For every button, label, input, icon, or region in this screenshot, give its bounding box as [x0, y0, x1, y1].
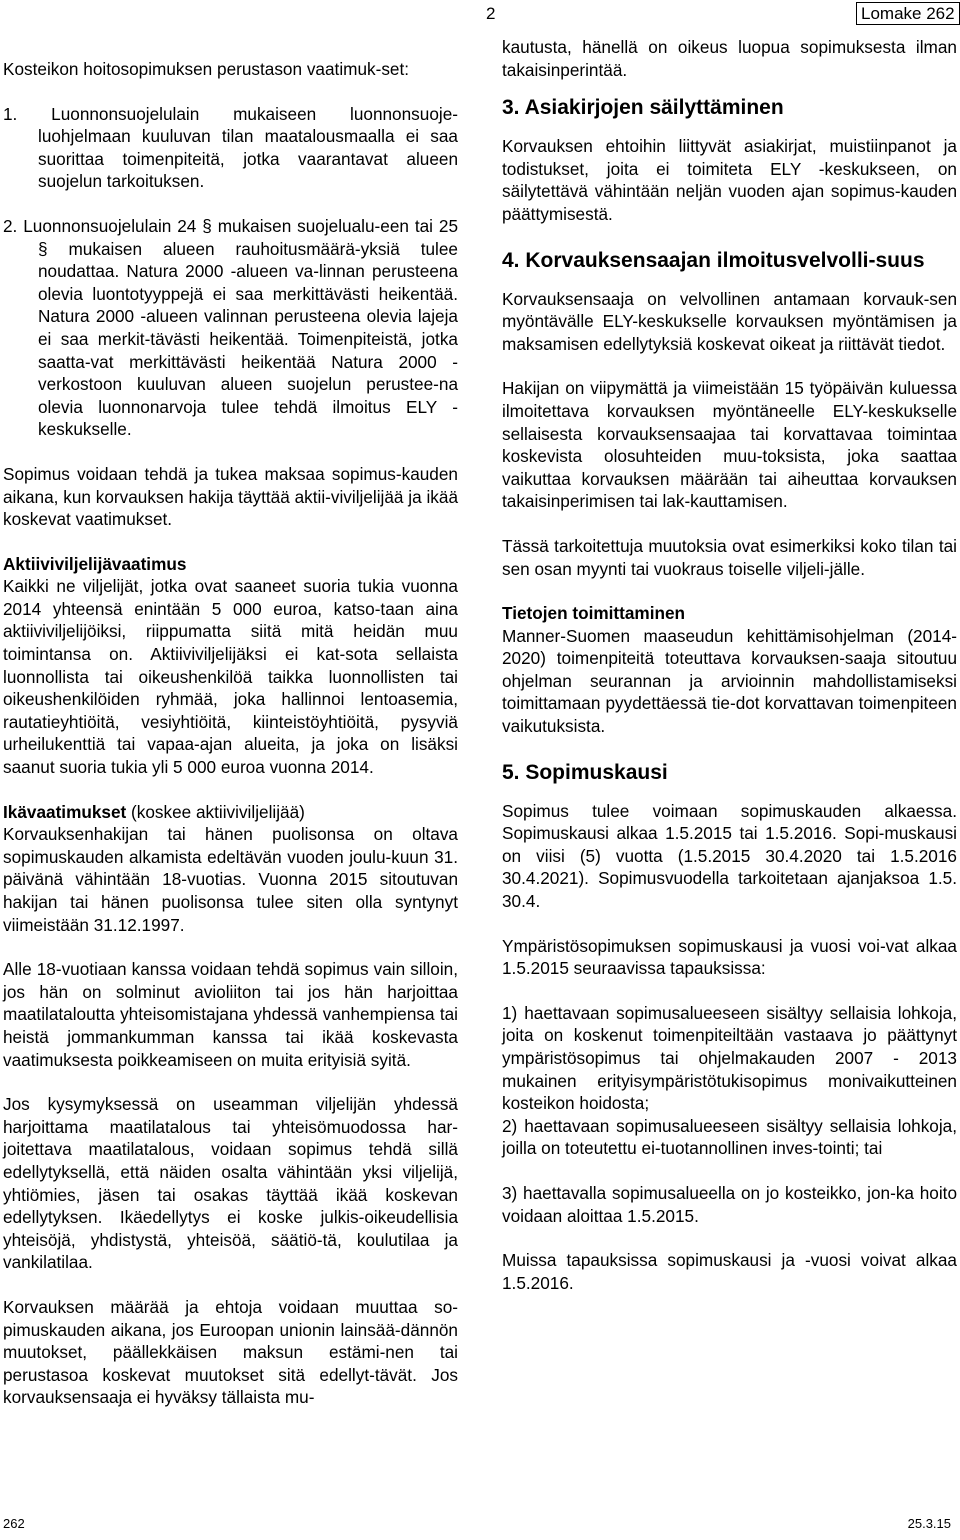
requirements-intro: Kosteikon hoitosopimuksen perustason vaatimuk-set:	[3, 59, 410, 79]
age-heading-line	[3, 801, 458, 824]
right-column	[502, 36, 957, 1294]
section-3-heading: 3. Asiakirjojen säilyttäminen	[502, 96, 784, 120]
section-4-text-1: Korvauksensaaja on velvollinen antamaan korvauk-sen myöntävälle ELY-keskukselle korvauksen myöntämisen ja maksamisen edellytyksiä koskevat oikeat ja riittävät tiedot.	[502, 288, 957, 354]
other-cases: Muissa tapauksissa sopimuskausi ja -vuosi voivat alkaa 1.5.2016.	[502, 1250, 957, 1293]
age-heading: Ikävaatimukset	[3, 801, 127, 822]
age-text: Korvauksenhakijan tai hänen puolisonsa on oltava sopimuskauden alkamista edeltävän vuoden joulu-kuun 31. päivänä vähintään 18-vuotias. Vuonna 2015 sitoutuvan hakijan tai hänen puolisonsa tulee siten olla syntynyt viimeistään 31.12.1997.	[3, 824, 458, 935]
multiple-owners-paragraph: Jos kysymyksessä on useamman viljelijän yhdessä harjoittama maatilatalous tai yhteisömuodossa har-joitettava maatilatalous, voidaan sopimus tehdä sillä edellytyksellä, että näiden osalta vähintään yksi viljelijä, yhtiömies, jäsen tai osakas täyttää ikää koskevan edellytyksen. Ikäedellytys ei koske julkis-oikeudellisia yhteisöjä, yhdistystä, yhteisöä, säätiö-tä, koulutilaa ja vankilatilaa.	[3, 1094, 458, 1273]
case-2: 2) haettavaan sopimusalueeseen sisältyy sellaisia lohkoja, joilla on toteutettu ei-tuotannollinen inves-tointi; tai	[502, 1115, 957, 1159]
under18-paragraph: Alle 18-vuotiaan kanssa voidaan tehdä sopimus vain silloin, jos hän on solminut avioliiton tai jos hän harjoittaa maatilataloutta yhteisomistajana yhdessä vanhempiensa tai heistä jommankumman kanssa tai ikää koskevasta vaatimuksesta poikkeamiseen on muita erityisiä syitä.	[3, 959, 458, 1070]
section-5-text-1: Sopimus tulee voimaan sopimuskauden alkaessa. Sopimuskausi alkaa 1.5.2015 tai 1.5.2016. Sopi-muskausi on viisi (5) vuotta (1.5.2015 30.4.2020 tai 1.5.2016 30.4.2021). Sopimusvuodella tarkoitetaan ajanjaksoa 1.5. 30.4.	[502, 800, 957, 912]
section-3-text: Korvauksen ehtoihin liittyvät asiakirjat, muistiinpanot ja todistukset, joita ei toimiteta ELY -keskukseen, on säilytettävä vähintään neljän vuoden ajan sopimus-kauden päättymisestä.	[502, 136, 957, 224]
footer-date: 25.3.15	[907, 1516, 951, 1531]
section-5-text-2: Ympäristösopimuksen sopimuskausi ja vuosi voi-vat alkaa 1.5.2015 seuraavissa tapauksissa:	[502, 935, 957, 979]
amount-change-paragraph: Korvauksen määrää ja ehtoja voidaan muuttaa so-pimuskauden aikana, jos Euroopan unionin lainsää-dännön muutokset, päällekkäisen maksun estämi-nen tai perustasoa koskevat muutokset sitä edellyt-tävät. Jos korvauksensaaja ei hyväksy tällaista mu-	[3, 1296, 458, 1408]
footer-form-number: 262	[3, 1516, 25, 1531]
page-number: 2	[486, 4, 496, 23]
form-label-badge: Lomake 262	[856, 2, 960, 25]
left-column	[3, 38, 458, 1409]
continuation-text: kautusta, hänellä on oikeus luopua sopimuksesta ilman takaisinperintää.	[502, 37, 957, 80]
info-text: Manner-Suomen maaseudun kehittämisohjelman (2014-2020) toimenpiteitä toteuttava korvauksen-saaja sitoutuu ohjelman seurannan ja arvioinnin mahdollistamiseksi toimittamaan pyydettäessä tie-dot korvattavan toimenpiteen vaikutuksista.	[502, 625, 957, 737]
section-4-heading: 4. Korvauksensaajan ilmoitusvelvolli-suus	[502, 248, 925, 272]
support-paragraph: Sopimus voidaan tehdä ja tukea maksaa sopimus-kauden aikana, kun korvauksen hakija täyttää aktii-viviljelijää ja ikää koskevat vaatimukset.	[3, 463, 458, 530]
section-4-text-3: Tässä tarkoitettuja muutoksia ovat esimerkiksi koko tilan tai sen osan myynti tai vuokraus toiselle viljeli-jälle.	[502, 535, 957, 579]
info-heading: Tietojen toimittaminen	[502, 603, 686, 624]
age-heading-note: (koskee aktiiviviljelijää)	[126, 801, 305, 822]
active-farmer-text: Kaikki ne viljelijät, jotka ovat saaneet suoria tukia vuonna 2014 yhteensä enintään 5 000 euroa, katso-taan aina aktiiviviljelijöiksi, riippumatta siitä mitä heidän muu toimintansa on. Aktiiviviljelijäksi ei kat-sota sellaista luonnollista tai oikeushenkilöä taikka luonnollisten tai oikeushenkilöiden ryhmää, joka hallinnoi lentoasemia, rautatieyhtiöitä, vesiyhtiöitä, kiinteistöyhtiöitä, pysyviä urheilukenttiä tai vapaa-ajan alueita, ja joka on lisäksi saanut suoria tukia yli 5 000 euroa vuonna 2014.	[3, 576, 458, 778]
active-farmer-heading: Aktiiviviljelijävaatimus	[3, 553, 187, 574]
section-4-text-2: Hakijan on viipymättä ja viimeistään 15 työpäivän kuluessa ilmoitettava korvauksen myöntäneelle ELY-keskukselle sellaisesta korvauksensaajaa tai korvattavaa toimintaa koskevista olosuhteiden muu-toksista, joka saattaa vaikuttaa korvauksen määrään tai aiheuttaa korvauksen takaisinperimisen tai lak-kauttamisen.	[502, 378, 957, 512]
section-5-heading: 5. Sopimuskausi	[502, 760, 668, 784]
case-3: 3) haettavalla sopimusalueella on jo kosteikko, jon-ka hoito voidaan aloittaa 1.5.2015.	[502, 1182, 957, 1226]
requirement-item-2: 2. Luonnonsuojelulain 24 § mukaisen suojelualu-een tai 25 § mukaisen alueen rauhoitusmäärä-yksiä tulee noudattaa. Natura 2000 -alueen va-linnan perusteena olevia luontotyyppejä ei saa merkittävästi heikentää. Natura 2000 -alueen valinnan perusteena olevia lajeja ei saa merkit-tävästi heikentää. Toimenpiteistä, jotka saatta-vat merkittävästi heikentää Natura 2000 -verkostoon kuuluvan alueen suojelun perustee-na olevia luonnonarvoja tulee tehdä ilmoitus ELY -keskukselle.	[3, 215, 458, 440]
case-1: 1) haettavaan sopimusalueeseen sisältyy sellaisia lohkoja, joita on koskenut toimenpiteiltään vastaava jo päättynyt ympäristösopimus tai ohjelmakauden 2007 - 2013 mukainen erityisympäristötukisopimus monivaikutteinen kosteikon hoidosta;	[502, 1002, 957, 1114]
requirement-item-1: 1. Luonnonsuojelulain mukaiseen luonnonsuoje-luohjelmaan kuuluvan tilan maatalousmaalla ei saa suorittaa toimenpiteitä, jotka vaarantavat alueen suojelun tarkoituksen.	[3, 103, 458, 192]
